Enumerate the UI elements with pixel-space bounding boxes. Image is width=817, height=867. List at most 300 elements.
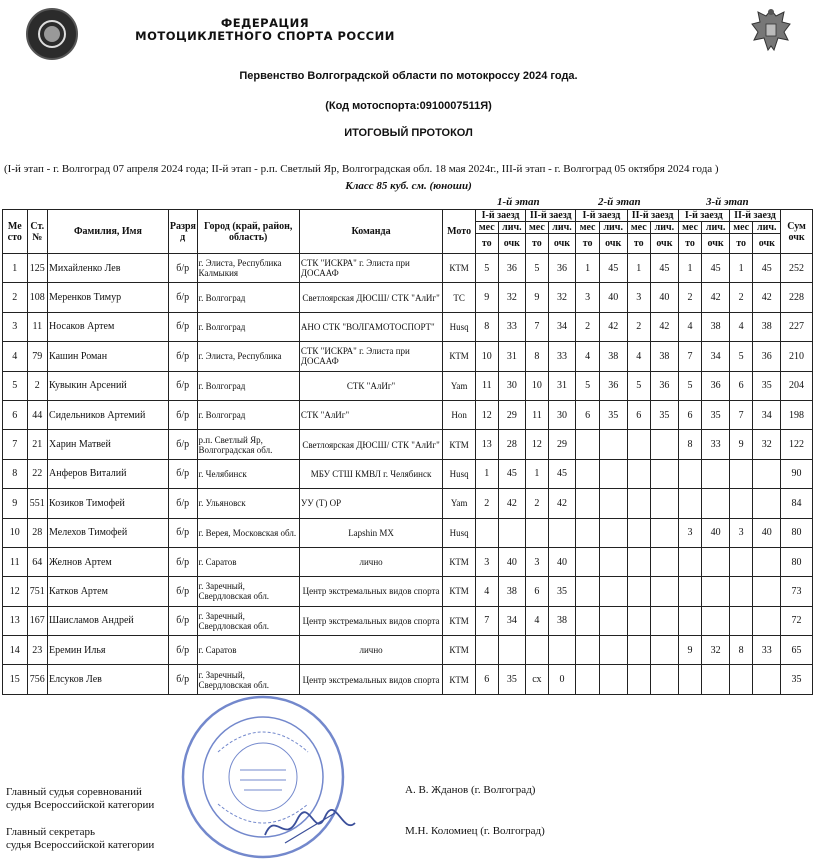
sub-to: то — [476, 234, 499, 254]
sum-cell: 198 — [781, 400, 813, 429]
start-number-cell: 756 — [27, 665, 47, 694]
col-city: Город (край, район, область) — [197, 210, 299, 254]
rank-cell: б/р — [168, 489, 197, 518]
sub-ochk: очк — [702, 234, 730, 254]
table-row — [3, 606, 813, 635]
s3-points-cell: 35 — [702, 400, 730, 429]
s3-place-cell — [678, 547, 702, 576]
s3-place-cell — [678, 606, 702, 635]
sub-mes: мес — [576, 222, 600, 234]
sum-cell: 90 — [781, 459, 813, 488]
s3-place-cell — [729, 606, 753, 635]
city-cell: г. Волгоград — [197, 283, 299, 312]
s3-points-cell — [753, 459, 781, 488]
city-cell: г. Элиста, Республика — [197, 342, 299, 371]
s2-place-cell: 5 — [627, 371, 651, 400]
s1-points-cell: 36 — [548, 254, 576, 283]
table-row — [3, 342, 813, 371]
s1-points-cell: 45 — [548, 459, 576, 488]
moto-cell: КТМ — [443, 606, 476, 635]
s1-place-cell: 8 — [526, 342, 549, 371]
s2-place-cell: 2 — [627, 312, 651, 341]
table-row — [3, 489, 813, 518]
sub-ochk: очк — [548, 234, 576, 254]
city-cell: г. Элиста, Республика Калмыкия — [197, 254, 299, 283]
city-cell: г. Заречный, Свердловская обл. — [197, 665, 299, 694]
s2-place-cell: 3 — [576, 283, 600, 312]
s3-place-cell: 1 — [678, 254, 702, 283]
sub-mes: мес — [678, 222, 702, 234]
place-cell: 8 — [3, 459, 28, 488]
rank-cell: б/р — [168, 606, 197, 635]
sub-mes: мес — [526, 222, 549, 234]
competition-code: (Код мотоспорта:0910007511Я) — [325, 100, 492, 112]
s1-place-cell: 12 — [526, 430, 549, 459]
s1-points-cell: 31 — [548, 371, 576, 400]
s1-place-cell: 10 — [476, 342, 499, 371]
s2-points-cell — [599, 518, 627, 547]
s2-points-cell: 40 — [651, 283, 679, 312]
table-row — [3, 665, 813, 694]
s3-heat1: I-й заезд — [678, 210, 729, 222]
col-team: Команда — [299, 210, 442, 254]
s2-place-cell — [627, 577, 651, 606]
place-cell: 10 — [3, 518, 28, 547]
stage2-label: 2-й этап — [598, 196, 641, 208]
s2-place-cell: 6 — [576, 400, 600, 429]
s3-place-cell — [729, 459, 753, 488]
secretary-name: М.Н. Коломиец (г. Волгоград) — [405, 825, 545, 837]
s2-points-cell — [651, 665, 679, 694]
s3-points-cell — [702, 577, 730, 606]
rank-cell: б/р — [168, 577, 197, 606]
s1-points-cell — [548, 518, 576, 547]
sub-ochk: очк — [599, 234, 627, 254]
s1-points-cell: 45 — [498, 459, 526, 488]
city-cell: г. Саратов — [197, 636, 299, 665]
s2-points-cell: 45 — [599, 254, 627, 283]
s2-points-cell — [599, 430, 627, 459]
s3-place-cell: 5 — [678, 371, 702, 400]
city-cell: г. Ульяновск — [197, 489, 299, 518]
moto-cell: КТМ — [443, 547, 476, 576]
s3-place-cell: 3 — [678, 518, 702, 547]
s2-points-cell — [651, 577, 679, 606]
place-cell: 4 — [3, 342, 28, 371]
s2-place-cell: 6 — [627, 400, 651, 429]
s1-place-cell: 3 — [526, 547, 549, 576]
col-start: Ст. № — [27, 210, 47, 254]
sub-mes: мес — [729, 222, 753, 234]
s2-points-cell — [651, 489, 679, 518]
s3-points-cell — [753, 665, 781, 694]
s3-place-cell: 4 — [729, 312, 753, 341]
s1-points-cell: 38 — [498, 577, 526, 606]
start-number-cell: 11 — [27, 312, 47, 341]
s1-points-cell: 40 — [498, 547, 526, 576]
s1-points-cell: 29 — [548, 430, 576, 459]
s2-points-cell: 36 — [599, 371, 627, 400]
s3-points-cell: 35 — [753, 371, 781, 400]
moto-cell: Yam — [443, 371, 476, 400]
s1-points-cell: 34 — [548, 312, 576, 341]
s2-place-cell: 2 — [576, 312, 600, 341]
federation-logo — [26, 8, 78, 60]
place-cell: 9 — [3, 489, 28, 518]
federation-line2: МОТОЦИКЛЕТНОГО СПОРТА РОССИИ — [135, 29, 395, 43]
s1-points-cell: 30 — [548, 400, 576, 429]
sum-cell: 80 — [781, 518, 813, 547]
s3-points-cell — [702, 489, 730, 518]
s2-place-cell — [627, 547, 651, 576]
start-number-cell: 64 — [27, 547, 47, 576]
team-cell: СТК "АлИг" — [299, 400, 442, 429]
s3-place-cell: 4 — [678, 312, 702, 341]
s1-place-cell: 1 — [526, 459, 549, 488]
start-number-cell: 79 — [27, 342, 47, 371]
s2-points-cell — [651, 547, 679, 576]
s3-place-cell — [678, 459, 702, 488]
s1-points-cell: 36 — [498, 254, 526, 283]
s2-points-cell: 42 — [651, 312, 679, 341]
place-cell: 5 — [3, 371, 28, 400]
s3-points-cell: 36 — [702, 371, 730, 400]
competition-title: Первенство Волгоградской области по мотокроссу 2024 года. — [239, 70, 578, 82]
col-rank: Разря д — [168, 210, 197, 254]
secretary-category: судья Всероссийской категории — [6, 839, 155, 851]
s3-points-cell: 42 — [702, 283, 730, 312]
s2-points-cell — [651, 430, 679, 459]
table-row — [3, 577, 813, 606]
rank-cell: б/р — [168, 547, 197, 576]
sum-cell: 228 — [781, 283, 813, 312]
s3-points-cell — [753, 547, 781, 576]
team-cell: Центр экстремальных видов спорта — [299, 606, 442, 635]
sum-cell: 210 — [781, 342, 813, 371]
team-cell: СТК "АлИг" — [299, 371, 442, 400]
name-cell: Еремин Илья — [48, 636, 169, 665]
s1-points-cell: 0 — [548, 665, 576, 694]
sub-lich: лич. — [599, 222, 627, 234]
s3-points-cell: 34 — [702, 342, 730, 371]
s1-points-cell — [548, 636, 576, 665]
sub-lich: лич. — [651, 222, 679, 234]
table-row — [3, 636, 813, 665]
moto-cell: Husq — [443, 312, 476, 341]
s2-place-cell — [576, 547, 600, 576]
sub-lich: лич. — [498, 222, 526, 234]
start-number-cell: 22 — [27, 459, 47, 488]
moto-cell: TC — [443, 283, 476, 312]
class-title: Класс 85 куб. см. (юноши) — [345, 180, 472, 192]
s1-place-cell: 6 — [476, 665, 499, 694]
s1-heat1: I-й заезд — [476, 210, 526, 222]
start-number-cell: 21 — [27, 430, 47, 459]
start-number-cell: 108 — [27, 283, 47, 312]
sub-to: то — [627, 234, 651, 254]
s1-place-cell: сх — [526, 665, 549, 694]
s2-points-cell — [599, 665, 627, 694]
s1-place-cell: 12 — [476, 400, 499, 429]
team-cell: Светлоярская ДЮСШ/ СТК "АлИг" — [299, 283, 442, 312]
s2-place-cell: 4 — [576, 342, 600, 371]
s2-points-cell — [599, 547, 627, 576]
moto-cell: КТМ — [443, 342, 476, 371]
team-cell: Центр экстремальных видов спорта — [299, 665, 442, 694]
s3-place-cell: 7 — [678, 342, 702, 371]
table-row — [3, 459, 813, 488]
start-number-cell: 551 — [27, 489, 47, 518]
s3-place-cell — [678, 577, 702, 606]
s1-points-cell: 28 — [498, 430, 526, 459]
name-cell: Анферов Виталий — [48, 459, 169, 488]
s1-place-cell: 10 — [526, 371, 549, 400]
s3-place-cell — [729, 577, 753, 606]
s2-heat1: I-й заезд — [576, 210, 627, 222]
place-cell: 3 — [3, 312, 28, 341]
results-table — [2, 209, 813, 695]
table-row — [3, 283, 813, 312]
stage1-label: 1-й этап — [497, 196, 540, 208]
name-cell: Михайленко Лев — [48, 254, 169, 283]
s1-place-cell — [476, 636, 499, 665]
s1-points-cell: 30 — [498, 371, 526, 400]
city-cell: р.п. Светлый Яр, Волгоградская обл. — [197, 430, 299, 459]
s2-place-cell: 1 — [576, 254, 600, 283]
place-cell: 14 — [3, 636, 28, 665]
s2-points-cell: 35 — [599, 400, 627, 429]
place-cell: 1 — [3, 254, 28, 283]
s2-place-cell — [627, 459, 651, 488]
s3-points-cell: 42 — [753, 283, 781, 312]
name-cell: Козиков Тимофей — [48, 489, 169, 518]
sub-mes: мес — [627, 222, 651, 234]
s3-place-cell: 3 — [729, 518, 753, 547]
sub-ochk: очк — [651, 234, 679, 254]
table-row — [3, 518, 813, 547]
sum-cell: 80 — [781, 547, 813, 576]
city-cell: г. Саратов — [197, 547, 299, 576]
s3-points-cell — [753, 606, 781, 635]
s1-place-cell: 6 — [526, 577, 549, 606]
secretary-title: Главный секретарь — [6, 826, 95, 838]
place-cell: 11 — [3, 547, 28, 576]
moto-cell: КТМ — [443, 636, 476, 665]
team-cell: Центр экстремальных видов спорта — [299, 577, 442, 606]
sub-lich: лич. — [753, 222, 781, 234]
s1-place-cell: 2 — [476, 489, 499, 518]
city-cell: г. Верея, Московская обл. — [197, 518, 299, 547]
s1-place-cell: 9 — [476, 283, 499, 312]
s1-place-cell: 1 — [476, 459, 499, 488]
s3-points-cell — [702, 606, 730, 635]
s3-points-cell: 36 — [753, 342, 781, 371]
sub-to: то — [678, 234, 702, 254]
city-cell: г. Волгоград — [197, 312, 299, 341]
sub-lich: лич. — [702, 222, 730, 234]
s2-points-cell: 40 — [599, 283, 627, 312]
s2-points-cell: 36 — [651, 371, 679, 400]
table-row — [3, 312, 813, 341]
rank-cell: б/р — [168, 400, 197, 429]
rank-cell: б/р — [168, 636, 197, 665]
s2-points-cell — [651, 606, 679, 635]
s2-points-cell — [599, 489, 627, 518]
start-number-cell: 44 — [27, 400, 47, 429]
name-cell: Елсуков Лев — [48, 665, 169, 694]
sum-cell: 35 — [781, 665, 813, 694]
table-row — [3, 430, 813, 459]
name-cell: Носаков Артем — [48, 312, 169, 341]
stage3-label: 3-й этап — [706, 196, 749, 208]
ministry-emblem-icon — [748, 6, 794, 54]
rank-cell: б/р — [168, 283, 197, 312]
s2-place-cell: 4 — [627, 342, 651, 371]
start-number-cell: 28 — [27, 518, 47, 547]
sum-cell: 122 — [781, 430, 813, 459]
s1-place-cell: 7 — [526, 312, 549, 341]
s3-points-cell: 38 — [702, 312, 730, 341]
protocol-title: ИТОГОВЫЙ ПРОТОКОЛ — [344, 127, 473, 139]
start-number-cell: 125 — [27, 254, 47, 283]
s3-place-cell: 2 — [729, 283, 753, 312]
s1-place-cell — [526, 518, 549, 547]
s2-points-cell — [599, 636, 627, 665]
start-number-cell: 751 — [27, 577, 47, 606]
team-cell: УУ (Т) ОР — [299, 489, 442, 518]
s1-place-cell: 13 — [476, 430, 499, 459]
s3-points-cell — [702, 459, 730, 488]
s1-place-cell — [526, 636, 549, 665]
s2-place-cell — [576, 636, 600, 665]
s1-place-cell: 2 — [526, 489, 549, 518]
sum-cell: 84 — [781, 489, 813, 518]
start-number-cell: 2 — [27, 371, 47, 400]
s1-points-cell: 33 — [498, 312, 526, 341]
judge-title: Главный судья соревнований — [6, 786, 142, 798]
team-cell: Светлоярская ДЮСШ/ СТК "АлИг" — [299, 430, 442, 459]
s2-place-cell — [627, 636, 651, 665]
col-place: Ме сто — [3, 210, 28, 254]
s3-points-cell: 45 — [702, 254, 730, 283]
s2-place-cell: 1 — [627, 254, 651, 283]
s1-place-cell: 3 — [476, 547, 499, 576]
s2-points-cell — [651, 636, 679, 665]
start-number-cell: 167 — [27, 606, 47, 635]
stages-description: (I-й этап - г. Волгоград 07 апреля 2024 года; II-й этап - р.п. Светлый Яр, Волгоградская обл. 18 мая 2024г., III-й этап - г. Волгоград 05 октября 2024 года ) — [4, 163, 719, 175]
rank-cell: б/р — [168, 254, 197, 283]
s1-points-cell: 42 — [498, 489, 526, 518]
s3-place-cell — [729, 489, 753, 518]
sub-lich: лич. — [548, 222, 576, 234]
city-cell: г. Заречный, Свердловская обл. — [197, 606, 299, 635]
s2-points-cell — [651, 518, 679, 547]
table-row — [3, 400, 813, 429]
s1-points-cell: 42 — [548, 489, 576, 518]
judge-block — [6, 786, 154, 812]
s3-points-cell: 33 — [753, 636, 781, 665]
s2-place-cell: 5 — [576, 371, 600, 400]
team-cell: лично — [299, 547, 442, 576]
sub-ochk: очк — [498, 234, 526, 254]
s3-points-cell — [702, 547, 730, 576]
moto-cell: Husq — [443, 518, 476, 547]
s3-place-cell: 6 — [729, 371, 753, 400]
name-cell: Меренков Тимур — [48, 283, 169, 312]
sum-cell: 204 — [781, 371, 813, 400]
city-cell: г. Волгоград — [197, 400, 299, 429]
city-cell: г. Челябинск — [197, 459, 299, 488]
s3-points-cell: 45 — [753, 254, 781, 283]
team-cell: АНО СТК "ВОЛГАМОТОСПОРТ" — [299, 312, 442, 341]
rank-cell: б/р — [168, 312, 197, 341]
s3-place-cell: 5 — [729, 342, 753, 371]
federation-title — [100, 17, 430, 43]
s2-place-cell — [576, 665, 600, 694]
judge-name: А. В. Жданов (г. Волгоград) — [405, 784, 536, 796]
sub-ochk: очк — [753, 234, 781, 254]
s2-points-cell: 38 — [599, 342, 627, 371]
s3-place-cell — [729, 665, 753, 694]
s2-points-cell — [599, 606, 627, 635]
moto-cell: Hon — [443, 400, 476, 429]
sub-to: то — [576, 234, 600, 254]
s2-points-cell — [599, 459, 627, 488]
moto-cell: КТМ — [443, 577, 476, 606]
moto-cell: КТМ — [443, 254, 476, 283]
s2-place-cell — [627, 665, 651, 694]
s1-points-cell: 32 — [498, 283, 526, 312]
s3-heat2: II-й заезд — [729, 210, 780, 222]
s2-place-cell: 3 — [627, 283, 651, 312]
team-cell: СТК "ИСКРА" г. Элиста при ДОСААФ — [299, 254, 442, 283]
rank-cell: б/р — [168, 371, 197, 400]
s3-points-cell — [702, 665, 730, 694]
s3-points-cell: 34 — [753, 400, 781, 429]
moto-cell: Yam — [443, 489, 476, 518]
city-cell: г. Волгоград — [197, 371, 299, 400]
name-cell: Кувыкин Арсений — [48, 371, 169, 400]
rank-cell: б/р — [168, 342, 197, 371]
name-cell: Мелехов Тимофей — [48, 518, 169, 547]
s3-place-cell: 9 — [729, 430, 753, 459]
s2-points-cell: 38 — [651, 342, 679, 371]
s3-place-cell: 8 — [678, 430, 702, 459]
name-cell: Катков Артем — [48, 577, 169, 606]
s1-place-cell: 8 — [476, 312, 499, 341]
results-body — [3, 254, 813, 695]
moto-cell: КТМ — [443, 430, 476, 459]
s1-points-cell: 35 — [548, 577, 576, 606]
s1-place-cell: 7 — [476, 606, 499, 635]
col-moto: Мото — [443, 210, 476, 254]
city-cell: г. Заречный, Свердловская обл. — [197, 577, 299, 606]
moto-cell: КТМ — [443, 665, 476, 694]
rank-cell: б/р — [168, 518, 197, 547]
s1-points-cell: 33 — [548, 342, 576, 371]
rank-cell: б/р — [168, 459, 197, 488]
signature — [255, 805, 365, 850]
s1-points-cell: 31 — [498, 342, 526, 371]
sum-cell: 73 — [781, 577, 813, 606]
secretary-block — [6, 826, 154, 852]
s3-place-cell: 9 — [678, 636, 702, 665]
team-cell: лично — [299, 636, 442, 665]
rank-cell: б/р — [168, 665, 197, 694]
s3-points-cell — [753, 489, 781, 518]
col-sum: Сум очк — [781, 210, 813, 254]
s1-points-cell: 38 — [548, 606, 576, 635]
